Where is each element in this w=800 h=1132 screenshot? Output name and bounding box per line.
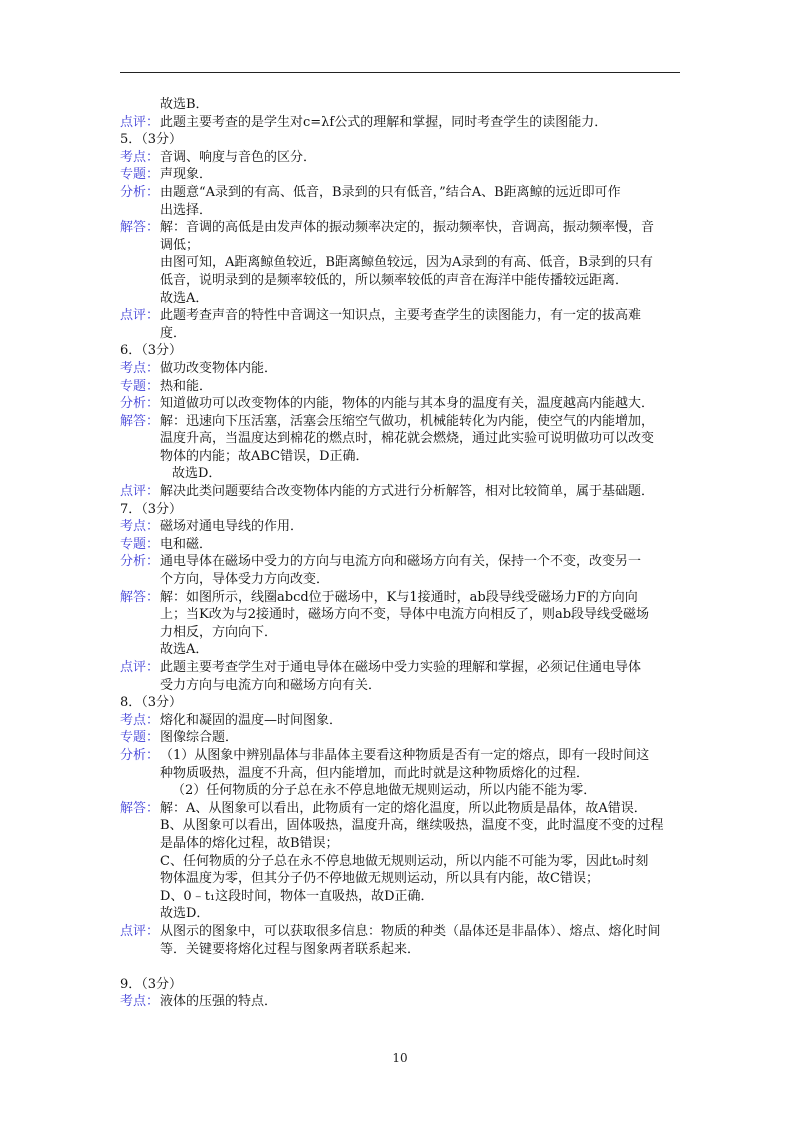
q5-jieda-line: 由图可知，A距离鲸鱼较近，B距离鲸鱼较远，因为A录到的有高、低音，B录到的只有: [160, 255, 653, 271]
q5-fenxi-line: 由题意“A录到的有高、低音，B录到的只有低音，”结合A、B距离鲸的远近即可作: [160, 184, 621, 200]
question-header-7: 7．（3分）: [120, 501, 183, 517]
q8-jieda-line: 解：A、从图象可以看出，此物质有一定的熔化温度，所以此物质是晶体，故A错误．: [160, 800, 647, 816]
q5-kaodian: 音调、响度与音色的区分．: [160, 149, 317, 165]
q7-answer: 故选A．: [160, 642, 209, 658]
kaodian-label: 考点：: [120, 149, 160, 165]
q6-jieda-row: [120, 413, 685, 483]
q5-dianping-line: 此题考查声音的特性中音调这一知识点，主要考查学生的读图能力，有一定的拔高难: [160, 308, 642, 324]
q8-kaodian-row: [120, 712, 685, 730]
q8-jieda-line: D、0﹣t₁这段时间，物体一直吸热，故D正确．: [160, 888, 434, 904]
kaodian-label: 考点：: [120, 360, 160, 376]
q5-dianping-row: [120, 307, 685, 342]
q8-dianping-line: 等．关键要将熔化过程与图象两者联系起来．: [160, 941, 421, 957]
question-header-8: 8．（3分）: [120, 695, 183, 711]
q7-kaodian-row: [120, 518, 685, 536]
q6-kaodian-row: [120, 360, 685, 378]
q8-zhuanti-row: [120, 729, 685, 747]
q5-answer: 故选A．: [160, 290, 209, 306]
comment-label: 点评：: [120, 660, 160, 675]
q7-jieda-row: [120, 589, 685, 659]
comment-label: 点评：: [120, 484, 160, 500]
q8-jieda-line: 是晶体的熔化过程，故B错误；: [160, 835, 339, 851]
zhuanti-label: 专题：: [120, 730, 160, 746]
q7-zhuanti-row: [120, 536, 685, 554]
question-header-6: 6．（3分）: [120, 343, 183, 359]
blank-line: [120, 958, 685, 976]
q8-kaodian: 熔化和凝固的温度—时间图象．: [160, 712, 343, 728]
q7-fenxi-line: 个方向，导体受力方向改变．: [160, 572, 330, 588]
q7-jieda-line: 上；当K改为与2接通时，磁场方向不变，导体中电流方向相反了，则ab段导线受磁场: [160, 607, 650, 623]
q5-jieda-line: 调低；: [160, 237, 200, 253]
q6-fenxi: 知道做功可以改变物体的内能，物体的内能与其本身的温度有关，温度越高内能越大．: [160, 396, 655, 412]
q6-fenxi-row: [120, 395, 685, 413]
q8-dianping-row: [120, 923, 685, 958]
q5-dianping-line: 度．: [160, 325, 187, 341]
fenxi-label: 分析：: [120, 396, 160, 412]
page-number: 10: [392, 1051, 408, 1065]
q7-dianping-line: 此题主要考查学生对于通电导体在磁场中受力实验的理解和掌握，必须记住通电导体: [160, 660, 642, 675]
comment-label: 点评：: [120, 308, 160, 324]
q8-jieda-row: [120, 800, 685, 923]
q8-jieda-line: 物体温度为零，但其分子仍不停地做无规则运动，所以具有内能，故C错误；: [160, 871, 599, 887]
q6-kaodian: 做功改变物体内能．: [160, 360, 278, 376]
zhuanti-label: 专题：: [120, 536, 160, 552]
zhuanti-label: 专题：: [120, 167, 160, 183]
fenxi-label: 分析：: [120, 554, 160, 570]
q5-fenxi-line: 出选择．: [160, 202, 213, 218]
question-header-9: 9．（3分）: [120, 976, 183, 992]
q8-zhuanti: 图像综合题．: [160, 730, 239, 746]
kaodian-label: 考点：: [120, 519, 160, 535]
q8-fenxi-row: [120, 747, 685, 800]
q5-fenxi-row: [120, 184, 685, 219]
q7-dianping-line: 受力方向与电流方向和磁场方向有关．: [160, 677, 382, 693]
q8-fenxi-line: 种物质吸热，温度不升高，但内能增加，而此时就是这种物质熔化的过程．: [160, 765, 590, 781]
q6-answer: 故选D．: [172, 466, 222, 482]
fenxi-label: 分析：: [120, 747, 160, 763]
q5-jieda-row: [120, 219, 685, 307]
q6-dianping-row: [120, 483, 685, 501]
prev-answer: 故选B．: [160, 97, 209, 112]
jieda-label: 解答：: [120, 800, 160, 816]
zhuanti-label: 专题：: [120, 378, 160, 394]
jieda-label: 解答：: [120, 413, 160, 429]
q9-kaodian: 液体的压强的特点．: [160, 994, 278, 1010]
question-header-5: 5．（3分）: [120, 132, 183, 148]
kaodian-label: 考点：: [120, 712, 160, 728]
q5-zhuanti-row: [120, 166, 685, 184]
q6-zhuanti: 热和能．: [160, 378, 213, 394]
q6-zhuanti-row: [120, 378, 685, 396]
kaodian-label: 考点：: [120, 994, 160, 1010]
q7-zhuanti: 电和磁．: [160, 536, 213, 552]
fenxi-label: 分析：: [120, 184, 160, 200]
header-rule: [120, 72, 680, 73]
document-body: [120, 96, 685, 1011]
q7-fenxi-row: [120, 553, 685, 588]
jieda-label: 解答：: [120, 589, 160, 605]
q8-fenxi-line: （1）从图象中辨别晶体与非晶体主要看这种物质是否有一定的熔点，即有一段时间这: [160, 747, 650, 763]
q7-dianping-row: [120, 659, 685, 694]
q8-dianping-line: 从图示的图象中，可以获取很多信息：物质的种类（晶体还是非晶体）、熔点、熔化时间: [160, 923, 661, 939]
q5-zhuanti: 声现象．: [160, 167, 213, 183]
q5-jieda-line: 低音，说明录到的是频率较低的，所以频率较低的声音在海洋中能传播较远距离．: [160, 272, 629, 288]
q5-jieda-line: 解：音调的高低是由发声体的振动频率决定的，振动频率快，音调高，振动频率慢，音: [160, 220, 655, 236]
q6-jieda-line: 物体的内能；故ABC错误，D正确．: [160, 448, 369, 464]
prev-comment-row: [120, 114, 685, 132]
q9-kaodian-row: [120, 993, 685, 1011]
q7-jieda-line: 解：如图所示，线圈abcd位于磁场中，K与1接通时，ab段导线受磁场力F的方向向: [160, 589, 638, 605]
q8-jieda-line: C、任何物质的分子总在永不停息地做无规则运动，所以内能不可能为零，因此t₀时刻: [160, 853, 649, 869]
jieda-label: 解答：: [120, 220, 160, 236]
q8-fenxi-line: （2）任何物质的分子总在永不停息地做无规则运动，所以内能不能为零．: [172, 783, 597, 799]
q6-jieda-line: 温度升高，当温度达到棉花的燃点时，棉花就会燃烧，通过此实验可说明做功可以改变: [160, 431, 655, 447]
q7-fenxi-line: 通电导体在磁场中受力的方向与电流方向和磁场方向有关，保持一个不变，改变另一: [160, 554, 642, 570]
q6-jieda-line: 解：迅速向下压活塞，活塞会压缩空气做功，机械能转化为内能，使空气的内能增加，: [160, 413, 655, 429]
q5-kaodian-row: [120, 149, 685, 167]
q7-kaodian: 磁场对通电导线的作用．: [160, 519, 304, 535]
q8-jieda-line: B、从图象可以看出，固体吸热，温度升高，继续吸热，温度不变，此时温度不变的过程: [160, 818, 664, 834]
q6-dianping: 解决此类问题要结合改变物体内能的方式进行分析解答，相对比较简单，属于基础题．: [160, 484, 655, 500]
comment-label: 点评：: [120, 923, 160, 939]
q8-answer: 故选D．: [160, 906, 210, 922]
q7-jieda-line: 力相反，方向向下．: [160, 624, 278, 640]
prev-comment: 此题主要考查的是学生对c=λf公式的理解和掌握，同时考查学生的读图能力．: [160, 114, 608, 130]
comment-label: 点评：: [120, 114, 160, 130]
